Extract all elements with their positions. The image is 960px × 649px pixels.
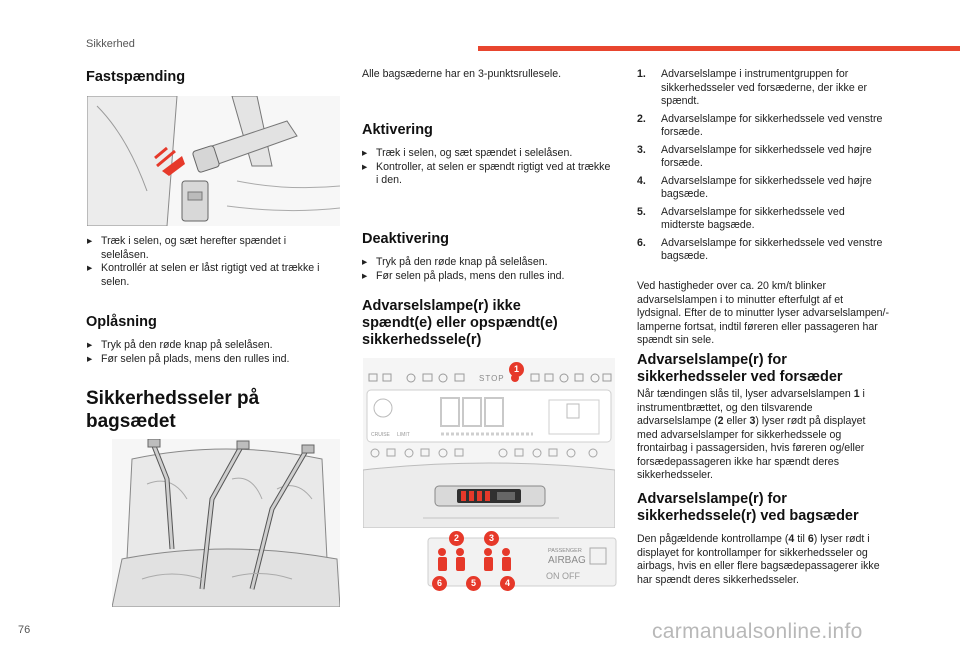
list-item: ▸ Kontroller, at selen er spændt rigtigt ved at trække i den. bbox=[362, 160, 611, 186]
watermark: carmanualsonline.info bbox=[652, 620, 863, 643]
list-item: ▸ Træk i selen, og sæt herefter spændet i selelåsen. bbox=[87, 235, 287, 261]
list-item: ▸ Træk i selen, og sæt spændet i selelåsen. bbox=[362, 147, 573, 159]
arrow-bullet-icon: ▸ bbox=[87, 262, 93, 274]
activation-heading: Aktivering bbox=[362, 122, 433, 138]
speed-warning-paragraph: Ved hastigheder over ca. 20 km/t blinker advarselslampen i to minutter efterfulgt af et lydsignal. Efter de to minutter lyser advarselslampen/-lamperne fortsat, indtil føreren eller passageren har spændt sin sele. bbox=[637, 280, 890, 346]
list-item: ▸ Tryk på den røde knap på selelåsen. bbox=[87, 339, 273, 351]
svg-text:ON: ON bbox=[546, 571, 560, 581]
list-item: ▸ Før selen på plads, mens den rulles ind. bbox=[362, 269, 565, 282]
arrow-bullet-icon: ▸ bbox=[87, 339, 93, 351]
callout-badge-5: 5 bbox=[466, 576, 481, 591]
callout-badge-4: 4 bbox=[500, 576, 515, 591]
front-seat-lamps-heading: Advarselslampe(r) for sikkerhedsseler ved forsæder bbox=[637, 352, 843, 385]
list-item: ▸ Kontrollér at selen er låst rigtigt ved at trække i selen. bbox=[87, 262, 320, 288]
unlocking-heading: Oplåsning bbox=[86, 314, 157, 330]
svg-text:AIRBAG: AIRBAG bbox=[548, 555, 586, 566]
dashboard-callout-badge: 1 bbox=[509, 362, 524, 377]
callout-badge-6: 6 bbox=[432, 576, 447, 591]
arrow-bullet-icon: ▸ bbox=[87, 352, 93, 365]
callout-badge-2: 2 bbox=[449, 531, 464, 546]
deactivation-heading: Deaktivering bbox=[362, 231, 450, 247]
list-item: 4. Advarselslampe for sikkerhedssele ved højre bagsæde. bbox=[637, 174, 872, 200]
warning-lamps-heading: Advarselslampe(r) ikke spændt(e) eller opspændt(e) sikkerhedssele(r) bbox=[362, 298, 558, 348]
list-item: ▸ Tryk på den røde knap på selelåsen. bbox=[362, 256, 548, 268]
front-seat-lamps-paragraph: Når tændingen slås til, lyser advarselslampen 1 i instrumentbrættet, og den tilsvarende advarselslampe (2 eller 3) lyser rødt på displayet med advarselslamper for sikkerhedssele og frontairbag i passagersiden, hvis føreren og/eller forsædepassageren ikke har spændt deres sikkerhedsseler. bbox=[637, 388, 866, 481]
page-number: 76 bbox=[18, 624, 31, 636]
list-item: 6. Advarselslampe for sikkerhedssele ved venstre bagsæde. bbox=[637, 236, 883, 262]
stop-indicator: STOP bbox=[479, 374, 505, 383]
list-item: 2. Advarselslampe for sikkerhedssele ved venstre forsæde. bbox=[637, 112, 883, 138]
activation-steps bbox=[362, 147, 612, 188]
list-item: 1. Advarselslampe i instrumentgruppen for sikkerhedsseler ved forsæderne, der ikke er spændt. bbox=[637, 68, 868, 107]
deactivation-steps bbox=[362, 256, 612, 283]
svg-text:OFF: OFF bbox=[562, 571, 580, 581]
section-accent-bar bbox=[478, 46, 960, 51]
svg-text:PASSENGER: PASSENGER bbox=[548, 548, 582, 554]
arrow-bullet-icon: ▸ bbox=[362, 160, 368, 173]
svg-text:CRUISE: CRUISE bbox=[371, 432, 390, 438]
rear-seat-illustration bbox=[112, 439, 340, 607]
fastening-steps bbox=[87, 235, 327, 289]
rear-seatbelts-heading: Sikkerhedsseler på bagsædet bbox=[86, 388, 260, 432]
list-item: 3. Advarselslampe for sikkerhedssele ved højre forsæde. bbox=[637, 143, 872, 169]
rear-seat-lamps-heading: Advarselslampe(r) for sikkerhedssele(r) ved bagsæder bbox=[637, 491, 859, 524]
dashboard-illustration bbox=[363, 358, 615, 528]
warning-lamp-list bbox=[637, 68, 887, 268]
arrow-bullet-icon: ▸ bbox=[87, 235, 93, 247]
arrow-bullet-icon: ▸ bbox=[362, 269, 368, 282]
callout-badge-3: 3 bbox=[484, 531, 499, 546]
seatbelt-buckle-illustration bbox=[87, 96, 340, 226]
section-label: Sikkerhed bbox=[86, 38, 135, 50]
list-item: 5. Advarselslampe for sikkerhedssele ved midterste bagsæde. bbox=[637, 205, 845, 231]
arrow-bullet-icon: ▸ bbox=[362, 256, 368, 268]
svg-text:LIMIT: LIMIT bbox=[397, 432, 410, 438]
rear-seat-lamps-paragraph: Den pågældende kontrollampe (4 til 6) lyser rødt i displayet for kontrollamper for sikkerhedsseler og airbags, hvis en eller flere bagsædepassagerer ikke har spændt deres sikkerhedsseler. bbox=[637, 533, 880, 586]
fastening-heading: Fastspænding bbox=[86, 69, 186, 85]
unlocking-steps bbox=[87, 339, 332, 366]
rear-belt-intro: Alle bagsæderne har en 3-punktsrullesele. bbox=[362, 68, 562, 80]
arrow-bullet-icon: ▸ bbox=[362, 147, 368, 159]
list-item: ▸ Før selen på plads, mens den rulles ind. bbox=[87, 352, 290, 365]
